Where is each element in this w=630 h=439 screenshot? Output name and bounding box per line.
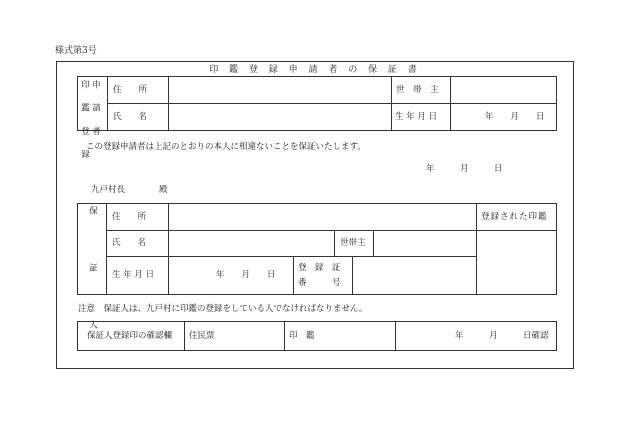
resident-card-label[interactable]: 住民票	[189, 331, 215, 341]
applicant-label-col2: 申 請 者	[90, 80, 101, 141]
form-number: 様式第3号	[55, 46, 97, 56]
guarantor-household-head-label: 世帯主	[340, 238, 366, 248]
date-confirmed[interactable]: 年 月 日確認	[455, 331, 549, 341]
seal-label[interactable]: 印 鑑	[289, 331, 315, 341]
reg-number-label-line2: 番 号	[298, 278, 341, 288]
registered-seal-label: 登録された印鑑	[481, 212, 548, 222]
applicant-label-col1: 印 鑑 登 録	[79, 80, 90, 165]
applicant-household-head-field[interactable]	[451, 77, 556, 102]
applicant-address-field[interactable]	[169, 77, 390, 102]
date-line[interactable]: 年 月 日	[426, 164, 503, 174]
guarantor-name-label: 氏 名	[112, 238, 147, 248]
form-title: 印 鑑 登 録 申 請 者 の 保 証 書	[209, 65, 421, 75]
confirmation-label: 保証人登録印の確認欄	[87, 331, 173, 341]
reg-number-field[interactable]	[353, 257, 475, 294]
guarantor-household-head-field[interactable]	[374, 231, 475, 255]
applicant-name-field[interactable]	[169, 104, 390, 130]
guarantor-address-label: 住 所	[112, 212, 147, 222]
applicant-address-label: 住 所	[113, 85, 148, 95]
note: 注意 保証人は、九戸村に印鑑の登録をしている人でなければなりません。	[78, 304, 368, 314]
guarantor-birthdate-format[interactable]: 年 月 日	[216, 270, 276, 280]
guarantee-statement: この登録申請者は上記のとおりの本人に相違ないことを保証いたします。	[86, 142, 366, 152]
guarantor-address-field[interactable]	[169, 204, 475, 229]
guarantor-label: 保 証 人	[87, 206, 98, 349]
registered-seal-field[interactable]	[477, 231, 556, 294]
applicant-birthdate-format[interactable]: 年 月 日	[485, 112, 545, 122]
reg-number-label-line1: 登 録 証	[298, 263, 341, 273]
guarantor-birthdate-label: 生 年 月 日	[112, 270, 155, 280]
addressee: 九戸村長 殿	[91, 185, 168, 195]
guarantor-name-field[interactable]	[169, 231, 333, 255]
applicant-name-label: 氏 名	[113, 112, 148, 122]
applicant-household-head-label: 世 帯 主	[396, 85, 439, 95]
applicant-birthdate-label: 生 年 月 日	[395, 112, 438, 122]
